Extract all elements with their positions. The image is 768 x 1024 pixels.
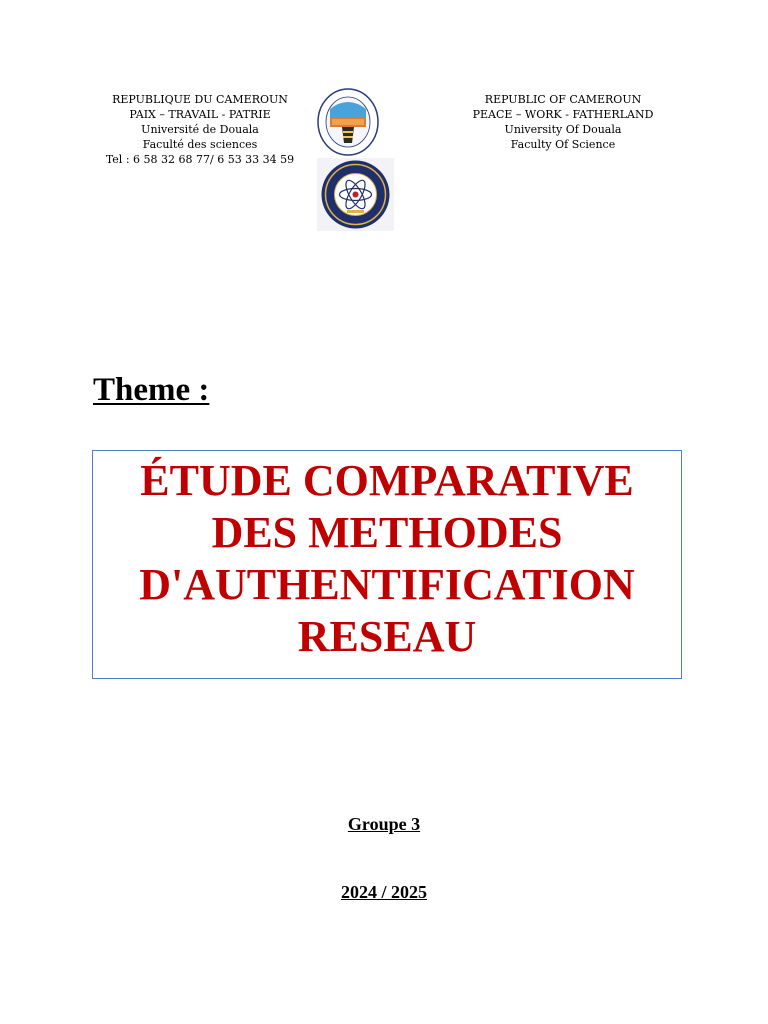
country-name-fr: REPUBLIQUE DU CAMEROUN [112,93,288,106]
theme-label: Theme : [93,372,210,408]
motto-en: PEACE – WORK - FATHERLAND [472,108,654,121]
faculty-logo [317,158,394,231]
header-right-block [463,92,663,152]
academic-year: 2024 / 2025 [340,882,427,902]
title-line-1: ÉTUDE COMPARATIVE [140,456,634,505]
group-label: Groupe 3 [347,814,421,834]
country-name-en: REPUBLIC OF CAMEROUN [484,93,642,106]
title-box [92,450,682,679]
university-name-fr: Université de Douala [141,123,259,136]
university-logo [316,87,380,157]
faculty-name-en: Faculty Of Science [510,138,616,151]
title-line-3: D'AUTHENTIFICATION [139,560,635,609]
phone-numbers: Tel : 6 58 32 68 77/ 6 53 33 34 59 [105,153,295,166]
title-line-4: RESEAU [297,612,477,661]
header-left-block [100,92,300,167]
title-line-2: DES METHODES [211,508,563,557]
motto-fr: PAIX – TRAVAIL - PATRIE [129,108,271,121]
faculty-name-fr: Faculté des sciences [142,138,258,151]
document-title [93,455,681,663]
university-name-en: University Of Douala [504,123,622,136]
